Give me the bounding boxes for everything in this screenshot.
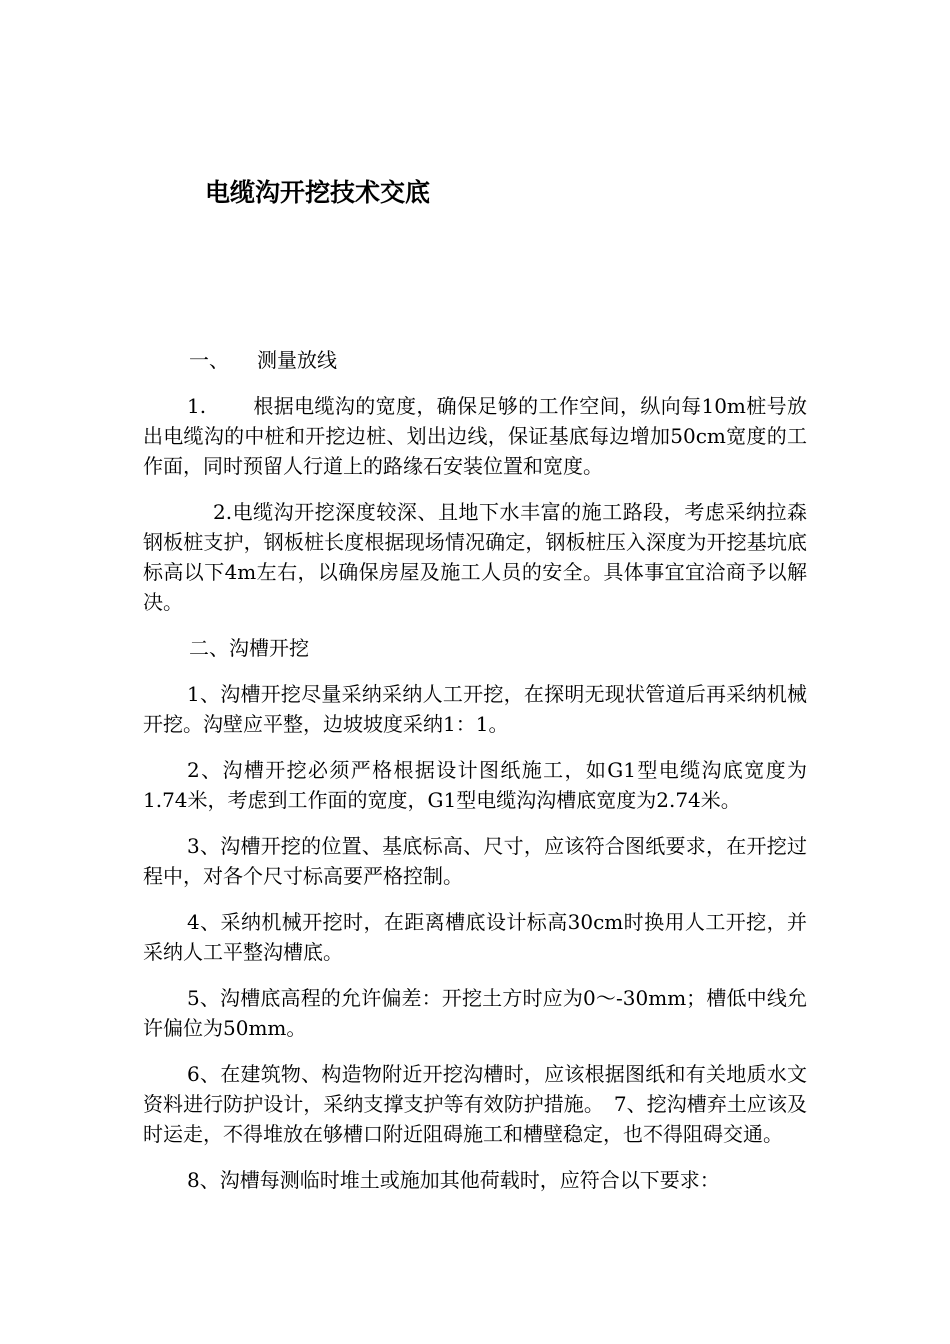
section-2-item-5: 5、沟槽底高程的允许偏差：开挖土方时应为0～-30mm；槽低中线允许偏位为50mm。 <box>143 986 807 1040</box>
section-1-title: 测量放线 <box>257 348 337 372</box>
section-2-item-1: 1、沟槽开挖尽量采纳采纳人工开挖，在探明无现状管道后再采纳机械开挖。沟壁应平整，边坡坡度采纳1：1。 <box>143 682 807 736</box>
section-1-heading <box>143 345 807 375</box>
section-1-paragraph-2: 2.电缆沟开挖深度较深、且地下水丰富的施工路段，考虑采纳拉森钢板桩支护，钢板桩长度根据现场情况确定，钢板桩压入深度为开挖基坑底标高以下4m左右，以确保房屋及施工人员的安全。具体事宜宜洽商予以解决。 <box>143 500 807 614</box>
section-2-heading: 二、沟槽开挖 <box>189 636 309 660</box>
section-2-item-8: 8、沟槽每测临时堆土或施加其他荷载时，应符合以下要求： <box>187 1168 720 1192</box>
section-1-number: 一、 <box>189 348 229 372</box>
section-2-item-3: 3、沟槽开挖的位置、基底标高、尺寸，应该符合图纸要求，在开挖过程中，对各个尺寸标高要严格控制。 <box>143 834 807 888</box>
section-2-item-6-7: 6、在建筑物、构造物附近开挖沟槽时，应该根据图纸和有关地质水文资料进行防护设计，采纳支撑支护等有效防护措施。 7、挖沟槽弃土应该及时运走，不得堆放在够槽口附近阻碍施工和槽壁稳定，也不得阻碍交通。 <box>143 1062 807 1146</box>
document-body <box>143 345 807 1211</box>
section-1-paragraph-1-number: 1. <box>187 394 207 418</box>
section-2-item-2: 2、沟槽开挖必须严格根据设计图纸施工，如G1型电缆沟底宽度为1.74米，考虑到工作面的宽度，G1型电缆沟沟槽底宽度为2.74米。 <box>143 758 807 812</box>
section-1-paragraph-1-text: 根据电缆沟的宽度，确保足够的工作空间，纵向每10m桩号放出电缆沟的中桩和开挖边桩、划出边线，保证基底每边增加50cm宽度的工作面，同时预留人行道上的路缘石安装位置和宽度。 <box>143 394 807 478</box>
section-1-paragraph-1 <box>143 391 807 481</box>
document-title: 电缆沟开挖技术交底 <box>205 178 431 207</box>
section-2-item-4: 4、采纳机械开挖时，在距离槽底设计标高30cm时换用人工开挖，并采纳人工平整沟槽底。 <box>143 910 807 964</box>
